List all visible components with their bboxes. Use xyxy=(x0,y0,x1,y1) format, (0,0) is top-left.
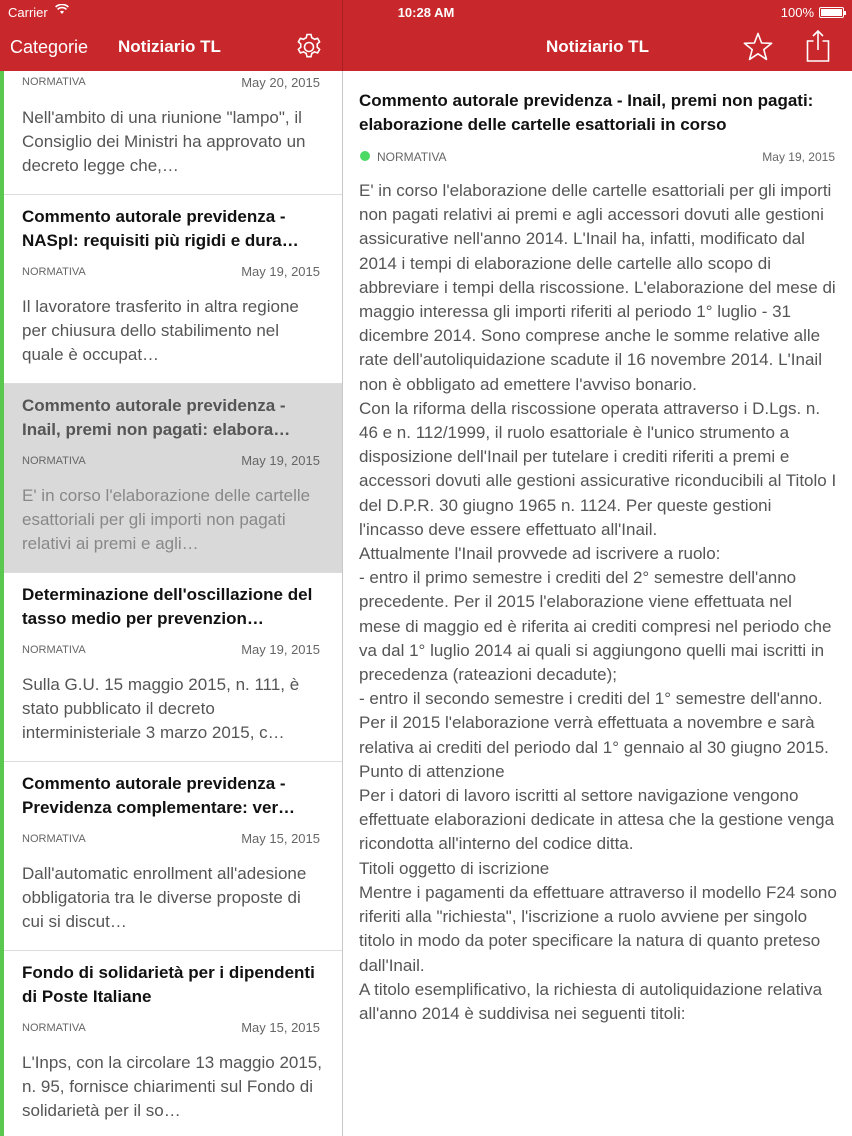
article-paragraph: A titolo esemplificativo, la richiesta di autoliquidazione relativa all'anno 2014 è suddivisa nei seguenti titoli: xyxy=(359,979,823,1023)
gear-icon[interactable] xyxy=(294,32,324,62)
top-bar xyxy=(0,0,852,71)
list-nav-title: Notiziario TL xyxy=(118,37,221,56)
list-item-category: NORMATIVA xyxy=(22,455,86,467)
share-icon[interactable] xyxy=(803,29,833,63)
status-bar xyxy=(0,0,852,24)
list-item-date: May 19, 2015 xyxy=(241,453,320,468)
list-item-title: Commento autorale previdenza - NASpI: requisiti più rigidi e dura… xyxy=(22,207,299,250)
article-body xyxy=(359,179,837,1026)
list-item-selected[interactable] xyxy=(4,384,342,573)
carrier-label: Carrier xyxy=(8,5,48,20)
list-item-excerpt: Nell'ambito di una riunione "lampo", il Consiglio dei Ministri ha approvato un decreto legge che,… xyxy=(22,108,306,175)
battery-icon xyxy=(819,7,844,18)
article-title: Commento autorale previdenza - Inail, premi non pagati: elaborazione delle cartelle esattoriali in corso xyxy=(359,91,814,134)
article-list[interactable] xyxy=(0,71,342,1136)
list-item-date: May 20, 2015 xyxy=(241,75,320,90)
star-icon[interactable] xyxy=(741,30,775,64)
article-date: May 19, 2015 xyxy=(762,150,835,164)
list-item-date: May 15, 2015 xyxy=(241,831,320,846)
list-item-excerpt: Dall'automatic enrollment all'adesione obbligatoria tra le diverse proposte di cui si discut… xyxy=(22,864,307,931)
list-item[interactable] xyxy=(4,762,342,951)
article-paragraph: Con la riforma della riscossione operata attraverso i D.Lgs. n. 46 e n. 112/1999, il ruolo esattoriale è l'unico strumento a disposizione dell'Inail per tutelare i crediti riferiti a premi e accessori dovuti alle gestioni assicurative riconducibili al Titolo I del D.P.R. 30 giugno 1965 n. 1124. Per queste gestioni l'incasso deve essere effettuato all'Inail. xyxy=(359,398,837,539)
article-category: NORMATIVA xyxy=(377,150,447,164)
list-item-category: NORMATIVA xyxy=(22,1022,86,1034)
list-item-category: NORMATIVA xyxy=(22,76,86,88)
list-item-title: Fondo di solidarietà per i dipendenti di Poste Italiane xyxy=(22,963,315,1006)
list-item-category: NORMATIVA xyxy=(22,266,86,278)
article-section-heading: Titoli oggetto di iscrizione xyxy=(359,858,550,878)
article-paragraph: - entro il secondo semestre i crediti del 1° semestre dell'anno. Per il 2015 l'elaborazione verrà effettuata a novembre e sarà relativa ai crediti del periodo dal 1° gennaio al 30 giugno 2015. xyxy=(359,689,829,757)
category-dot-icon xyxy=(360,151,370,161)
list-item-category: NORMATIVA xyxy=(22,644,86,656)
list-item-excerpt: Sulla G.U. 15 maggio 2015, n. 111, è stato pubblicato il decreto interministeriale 3 marzo 2015, c… xyxy=(22,675,300,742)
list-item-category: NORMATIVA xyxy=(22,833,86,845)
list-item[interactable] xyxy=(4,71,342,195)
list-item[interactable] xyxy=(4,195,342,384)
article-meta xyxy=(359,149,835,165)
article-paragraph: Mentre i pagamenti da effettuare attraverso il modello F24 sono riferiti alla "richiesta", l'iscrizione a ruolo avviene per singolo titolo in modo da poter specificare la natura di quanto preteso dall'Inail. xyxy=(359,882,837,975)
article-paragraph: - entro il primo semestre i crediti del 2° semestre dell'anno precedente. Per il 2015 l'elaborazione viene effettuata nel mese di maggio ed è riferita ai crediti compresi nel periodo che va dal 1° luglio 2014 ai quali si aggiungono quelli mai iscritti in precedenza (rateazioni decadute); xyxy=(359,568,832,685)
article-view[interactable] xyxy=(343,71,852,1136)
article-paragraph: Per i datori di lavoro iscritti al settore navigazione vengono effettuate elaborazioni dedicate in attesa che la gestione venga ricondotta all'interno del codice ditta. xyxy=(359,786,835,854)
list-item-title: Determinazione dell'oscillazione del tasso medio per prevenzion… xyxy=(22,585,313,628)
list-item-date: May 19, 2015 xyxy=(241,264,320,279)
article-section-heading: Punto di attenzione xyxy=(359,761,505,781)
article-paragraph: Attualmente l'Inail provvede ad iscrivere a ruolo: xyxy=(359,544,721,564)
list-item[interactable] xyxy=(4,573,342,762)
list-item-title: Commento autorale previdenza - Inail, premi non pagati: elabora… xyxy=(22,396,291,439)
list-item-excerpt: L'Inps, con la circolare 13 maggio 2015, n. 95, fornisce chiarimenti sul Fondo di solidarietà per il so… xyxy=(22,1053,322,1120)
list-item-title: Commento autorale previdenza - Previdenza complementare: ver… xyxy=(22,774,296,817)
article-nav-title: Notiziario TL xyxy=(546,37,649,56)
article-paragraph: E' in corso l'elaborazione delle cartelle esattoriali per gli importi non pagati relativi ai premi e agli accessori dovuti alle gestioni assicurative nell'anno 2014. L'Inail ha, infatti, modificato dal 2014 i tempi di elaborazione delle cartelle allo scopo di abbreviare i tempi della riscossione. L'elaborazione del mese di maggio interessa gli importi riferiti al periodo 1° luglio - 31 dicembre 2014. Sono comprese anche le somme relative alle rate dell'autoliquidazione scadute il 16 novembre 2014. L'Inail non è obbligato ad emettere l'avviso bonario. xyxy=(359,181,836,394)
list-item-excerpt: Il lavoratore trasferito in altra regione per chiusura dello stabilimento nel quale è occupat… xyxy=(22,297,299,364)
list-item-date: May 15, 2015 xyxy=(241,1020,320,1035)
categorie-button[interactable]: Categorie xyxy=(10,37,89,57)
article-nav-bar xyxy=(343,24,852,71)
list-item[interactable] xyxy=(4,951,342,1136)
status-time: 10:28 AM xyxy=(397,5,455,20)
list-nav-bar xyxy=(0,24,342,71)
list-item-excerpt: E' in corso l'elaborazione delle cartelle esattoriali per gli importi non pagati relativi ai premi e agli… xyxy=(22,486,311,553)
list-item-date: May 19, 2015 xyxy=(241,642,320,657)
battery-percentage: 100% xyxy=(780,5,814,20)
